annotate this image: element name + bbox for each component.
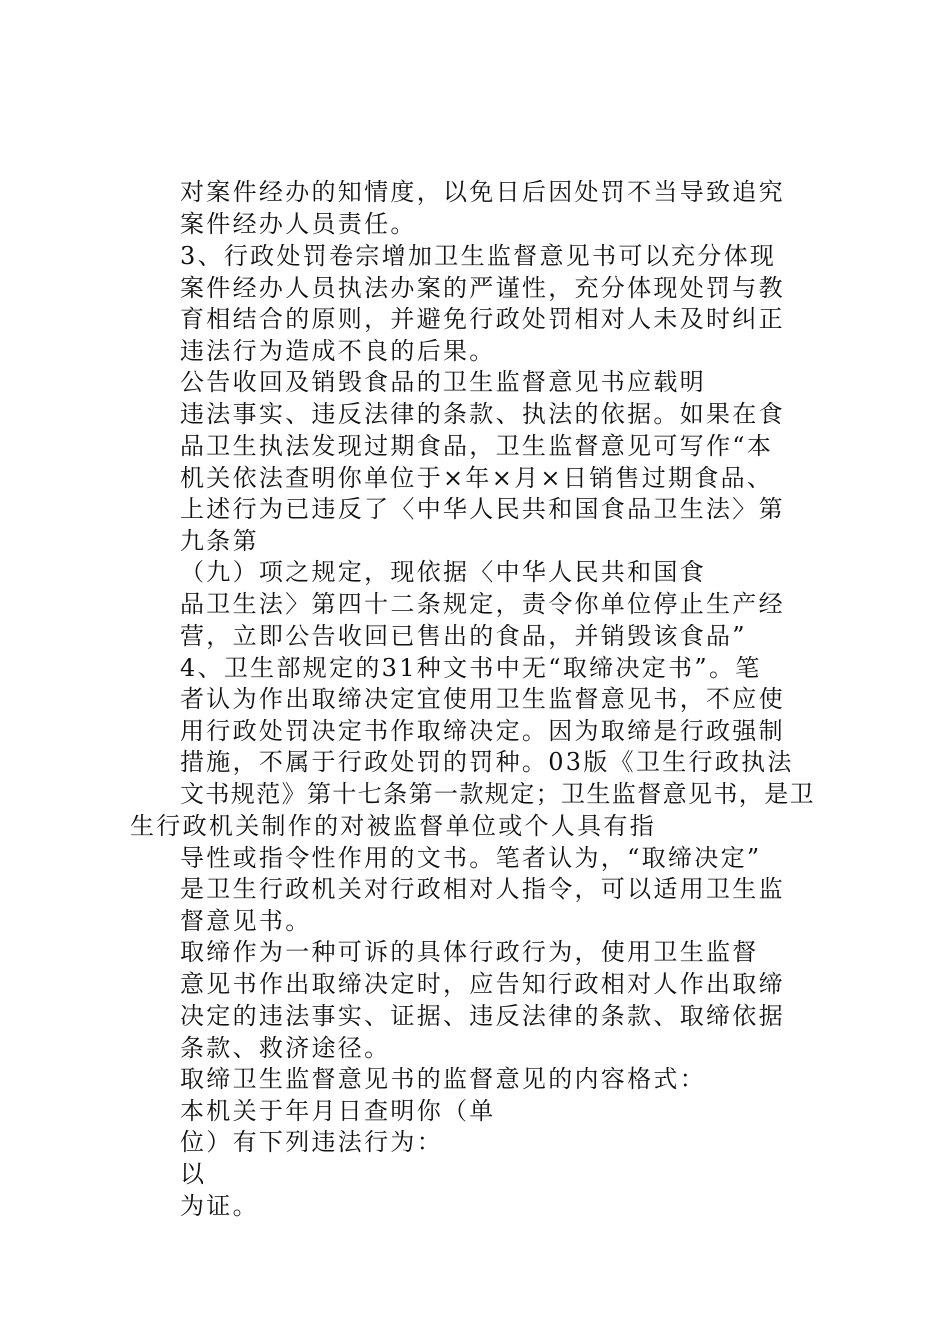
text-line: 对案件经办的知情度，以免日后因处罚不当导致追究 xyxy=(180,178,785,206)
text-line: 公告收回及销毁食品的卫生监督意见书应载明 xyxy=(180,368,706,396)
text-line: 3、行政处罚卷宗增加卫生监督意见书可以充分体现 xyxy=(180,242,777,270)
text-line: 措施，不属于行政处罚的罚种。03版《卫生行政执法 xyxy=(180,748,794,776)
text-line: 用行政处罚决定书作取缔决定。因为取缔是行政强制 xyxy=(180,717,785,745)
text-line: 文书规范》第十七条第一款规定；卫生监督意见书，是卫 xyxy=(180,780,815,808)
text-line: 取缔作为一种可诉的具体行政行为，使用卫生监督 xyxy=(180,938,759,966)
text-line: 违法行为造成不良的后果。 xyxy=(180,337,496,365)
text-line: （九）项之规定，现依据〈中华人民共和国食 xyxy=(180,558,706,586)
text-line: 位）有下列违法行为： xyxy=(180,1128,443,1156)
text-line: 督意见书。 xyxy=(180,907,312,935)
text-line: 意见书作出取缔决定时，应告知行政相对人作出取缔 xyxy=(180,970,785,998)
text-line: 育相结合的原则，并避免行政处罚相对人未及时纠正 xyxy=(180,305,785,333)
text-line: 以 xyxy=(180,1160,207,1188)
text-line: 导性或指令性作用的文书。笔者认为，“取缔决定” xyxy=(180,844,762,872)
text-line: 者认为作出取缔决定宜使用卫生监督意见书，不应使 xyxy=(180,685,785,713)
text-line: 取缔卫生监督意见书的监督意见的内容格式： xyxy=(180,1065,706,1093)
text-line: 生行政机关制作的对被监督单位或个人具有指 xyxy=(130,812,656,840)
text-line: 4、卫生部规定的31种文书中无“取缔决定书”。笔 xyxy=(180,654,762,682)
text-line: 是卫生行政机关对行政相对人指令，可以适用卫生监 xyxy=(180,875,785,903)
text-line: 上述行为已违反了〈中华人民共和国食品卫生法〉第 xyxy=(180,495,785,523)
text-line: 案件经办人员执法办案的严谨性，充分体现处罚与教 xyxy=(180,274,785,302)
text-line: 违法事实、违反法律的条款、执法的依据。如果在食 xyxy=(180,400,785,428)
text-line: 九条第 xyxy=(180,527,259,555)
text-line: 案件经办人员责任。 xyxy=(180,210,417,238)
text-line: 决定的违法事实、证据、违反法律的条款、取缔依据 xyxy=(180,1002,785,1030)
text-line: 品卫生法〉第四十二条规定，责令你单位停止生产经 xyxy=(180,590,785,618)
text-line: 条款、救济途径。 xyxy=(180,1034,391,1062)
text-line: 为证。 xyxy=(180,1192,259,1220)
text-line: 品卫生执法发现过期食品，卫生监督意见可写作“本 xyxy=(180,432,774,460)
text-line: 机关依法查明你单位于×年×月×日销售过期食品、 xyxy=(180,464,774,492)
text-line: 本机关于年月日查明你（单 xyxy=(180,1097,496,1125)
text-line: 营，立即公告收回已售出的食品，并销毁该食品” xyxy=(180,622,747,650)
